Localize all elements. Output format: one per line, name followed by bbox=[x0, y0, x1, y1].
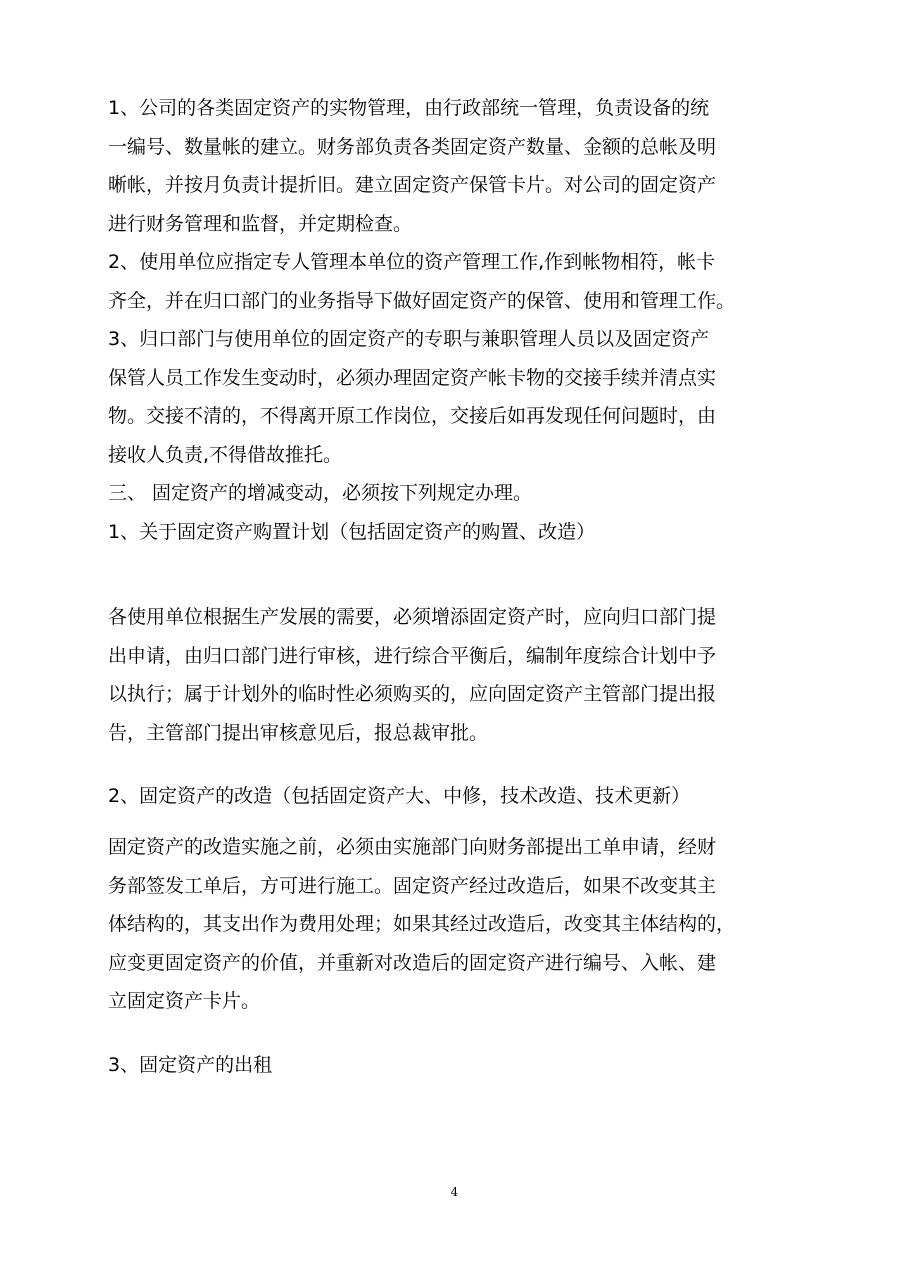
text-line: 以执行；属于计划外的临时性必须购买的，应向固定资产主管部门提出报 bbox=[108, 683, 717, 705]
text-block-3 bbox=[108, 777, 808, 816]
text-line: 一编号、数量帐的建立。财务部负责各类固定资产数量、金额的总帐及明 bbox=[108, 135, 717, 158]
subsection-heading: 1、关于固定资产购置计划（包括固定资产的购置、改造） bbox=[108, 520, 596, 543]
text-line: 应变更固定资产的价值，并重新对改造后的固定资产进行编号、入帐、建 bbox=[108, 951, 717, 974]
text-line: 务部签发工单后，方可进行施工。固定资产经过改造后，如果不改变其主 bbox=[108, 874, 717, 897]
section-heading: 三、 固定资产的增减变动，必须按下列规定办理。 bbox=[108, 482, 533, 504]
text-line: 晰帐，并按月负责计提折旧。建立固定资产保管卡片。对公司的固定资产 bbox=[108, 174, 717, 196]
text-line: 立固定资产卡片。 bbox=[108, 990, 261, 1012]
text-block-1 bbox=[108, 89, 808, 551]
text-block-2 bbox=[108, 598, 808, 752]
text-line: 固定资产的改造实施之前，必须由实施部门向财务部提出工单申请，经财 bbox=[108, 836, 717, 858]
text-block-5 bbox=[108, 1046, 808, 1085]
text-line: 接收人负责,不得借故推托。 bbox=[108, 443, 343, 466]
subsection-heading: 3、固定资产的出租 bbox=[108, 1054, 273, 1076]
text-line: 保管人员工作发生变动时，必须办理固定资产帐卡物的交接手续并清点实 bbox=[108, 366, 717, 389]
text-line: 物。交接不清的，不得离开原工作岗位，交接后如再发现任何问题时，由 bbox=[108, 405, 717, 427]
text-line: 3、归口部门与使用单位的固定资产的专职与兼职管理人员以及固定资产 bbox=[108, 328, 710, 350]
text-line: 出申请，由归口部门进行审核，进行综合平衡后，编制年度综合计划中予 bbox=[108, 644, 717, 667]
text-line: 进行财务管理和监督，并定期检查。 bbox=[108, 212, 413, 235]
text-line: 体结构的，其支出作为费用处理；如果其经过改造后，改变其主体结构的， bbox=[108, 913, 736, 935]
text-line: 各使用单位根据生产发展的需要，必须增添固定资产时，应向归口部门提 bbox=[108, 606, 717, 628]
subsection-heading: 2、固定资产的改造（包括固定资产大、中修，技术改造、技术更新） bbox=[108, 785, 691, 807]
page-number: 4 bbox=[450, 1185, 459, 1199]
text-line: 2、使用单位应指定专人管理本单位的资产管理工作,作到帐物相符，帐卡 bbox=[108, 251, 716, 273]
text-line: 1、公司的各类固定资产的实物管理，由行政部统一管理，负责设备的统 bbox=[108, 97, 710, 119]
text-line: 齐全，并在归口部门的业务指导下做好固定资产的保管、使用和管理工作。 bbox=[108, 289, 736, 312]
text-line: 告，主管部门提出审核意见后，报总裁审批。 bbox=[108, 721, 489, 744]
text-block-4 bbox=[108, 828, 808, 1021]
